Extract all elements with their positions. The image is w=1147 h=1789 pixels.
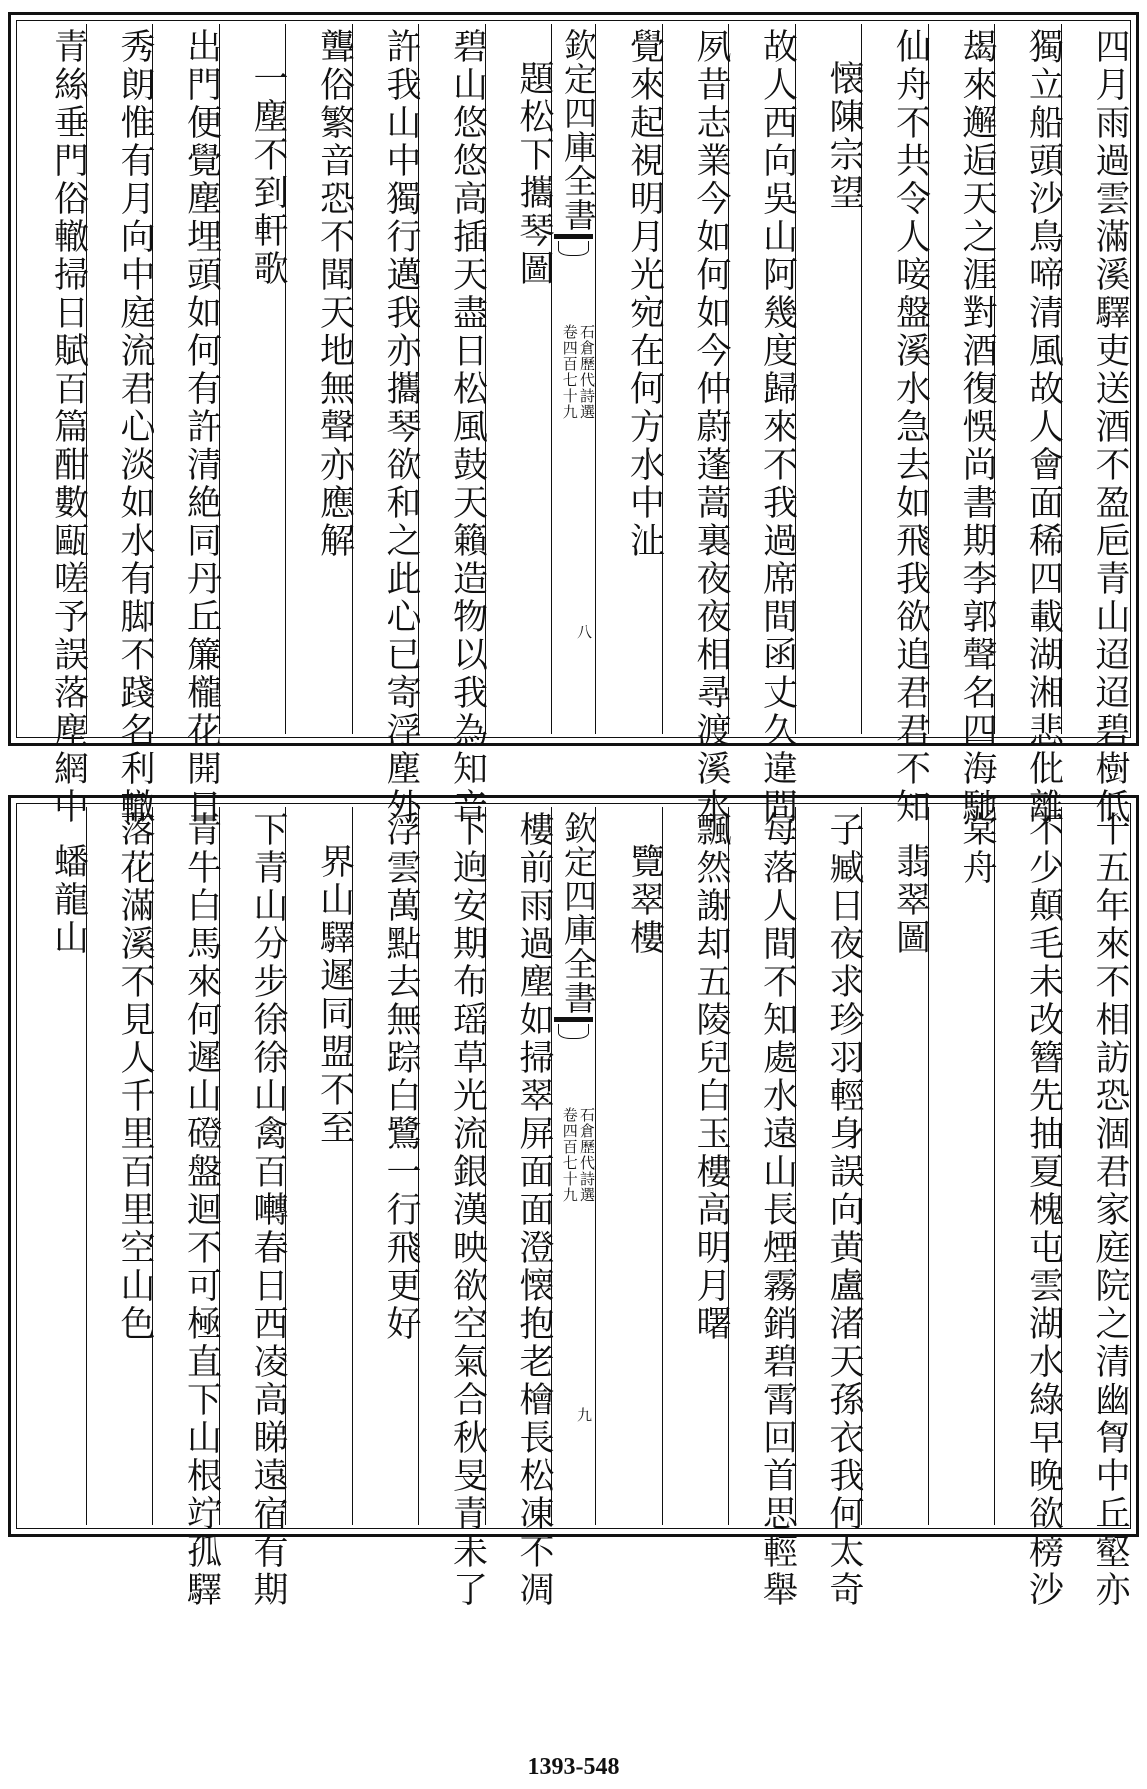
- text-column: [418, 807, 488, 1609]
- poem-title-column: [219, 24, 286, 734]
- poem-title-column: [485, 24, 552, 734]
- source-info: [552, 324, 595, 420]
- poem-line: 許我山中獨行邁我亦攜琴欲和之此心已寄浮塵外: [381, 28, 421, 826]
- text-column: [662, 807, 729, 1525]
- poem-line: 獨立船頭沙鳥啼清風故人會面稀四載湖湘悲仳離: [1023, 28, 1064, 826]
- source-info: [552, 1107, 595, 1203]
- page-top: [8, 12, 1139, 826]
- poem-line: 朅來邂逅天之涯對酒復悞尚書期李郭聲名四海馳: [957, 28, 997, 826]
- poem-line: 碧山悠悠高插天盡日松風鼓天籟造物以我為知音: [447, 28, 488, 826]
- text-column: [152, 807, 222, 1609]
- center-margin: [551, 807, 598, 1525]
- source-volume: 卷四百七十九: [560, 1107, 579, 1203]
- text-column: [418, 24, 488, 826]
- poem-line: 青牛白馬來何遲山磴盤迴不可極直下山根竚孤驛: [181, 811, 222, 1609]
- poem-line: 秀朗惟有月向中庭流君心淡如水有脚不踐名利轍: [115, 28, 155, 826]
- text-column: [994, 24, 1064, 826]
- poem-title: 蟠龍山: [48, 843, 89, 957]
- poem-line: 夙昔志業今如何如今仲蔚蓬蒿裏夜夜相尋渡溪水: [691, 28, 731, 826]
- poem-line: 仙舟不共令人唼盤溪水急去如飛我欲追君君不知: [890, 28, 931, 826]
- text-column: [928, 807, 995, 1525]
- poem-title: 題松下攜琴圖: [514, 60, 554, 288]
- text-column: [662, 24, 731, 826]
- text-column: [219, 807, 288, 1609]
- poem-line: 十五年來不相訪恐涸君家庭院之清幽胷中丘壑亦: [1090, 811, 1130, 1609]
- text-column: [352, 807, 419, 1525]
- text-column: [861, 24, 931, 826]
- text-column: [728, 807, 798, 1609]
- leaf-number: 八: [575, 624, 593, 639]
- poem-title: 翡翠圖: [890, 843, 931, 957]
- text-column: [1061, 24, 1130, 826]
- text-column: [728, 24, 798, 826]
- book-title: 欽定四庫全書: [559, 811, 598, 1015]
- text-column: [86, 24, 155, 826]
- poem-title-column: [20, 807, 89, 1525]
- text-column: [86, 807, 153, 1525]
- poem-line: 四月雨過雲滿溪驛吏送酒不盈巵青山迢迢碧樹低: [1090, 28, 1130, 826]
- poem-line: 聾俗繁音恐不聞天地無聲亦應解: [314, 28, 355, 560]
- poem-title: 懐陳宗望: [824, 60, 864, 212]
- page-bottom: [8, 795, 1139, 1609]
- poem-line: 每落人間不知處水遠山長煙霧銷碧霄回首思輕舉: [757, 811, 798, 1609]
- source-volume: 卷四百七十九: [560, 324, 579, 420]
- poem-title: 覽翠樓: [624, 843, 665, 957]
- columns-top: [20, 24, 1130, 826]
- text-column: [20, 24, 89, 826]
- source-title: 石倉歷代詩選: [578, 1107, 596, 1203]
- poem-title: 一塵不到軒歌: [248, 60, 288, 288]
- center-margin: [551, 24, 598, 734]
- poem-title: 界山驛遲同盟不至: [314, 843, 355, 1147]
- fishtail-mark: [554, 1017, 593, 1048]
- poem-line: 浮雲萬點去無踪白鷺一行飛更好: [381, 811, 421, 1343]
- poem-line: 出門便覺塵埋頭如何有許清絶同丹丘簾櫳花開日: [181, 28, 222, 826]
- poem-line: 棠舟: [957, 811, 997, 887]
- text-column: [1061, 807, 1130, 1609]
- fishtail-mark: [554, 234, 593, 265]
- poem-title-column: [595, 807, 665, 1525]
- poem-line: 落花滿溪不見人千里百里空山色: [115, 811, 155, 1343]
- text-column: [152, 24, 222, 826]
- poem-line: 不少顛毛未改簪先抽夏槐屯雲湖水綠早晚欲榜沙: [1023, 811, 1064, 1609]
- poem-line: 青絲垂門俗轍掃日賦百篇酣數甌嗟予誤落塵網中: [48, 28, 89, 826]
- text-column: [928, 24, 997, 826]
- columns-bottom: [20, 807, 1130, 1609]
- poem-line: 下逈安期布瑶草光流銀漢映欲空氣合秋旻青未了: [447, 811, 488, 1609]
- text-column: [795, 807, 864, 1609]
- leaf-number: 九: [575, 1407, 593, 1422]
- poem-line: 故人西向吳山阿幾度歸來不我過席間函丈久違問: [757, 28, 798, 826]
- poem-title-column: [285, 807, 355, 1525]
- poem-line: 覺來起視明月光宛在何方水中沚: [624, 28, 665, 560]
- book-title: 欽定四庫全書: [559, 28, 598, 232]
- footer-page-number: 1393-548: [527, 1754, 620, 1780]
- poem-title-column: [861, 807, 931, 1525]
- text-column: [285, 24, 355, 734]
- text-column: [485, 807, 554, 1609]
- text-column: [595, 24, 665, 734]
- poem-line: 飄然謝却五陵兒白玉樓高明月曙: [691, 811, 731, 1343]
- poem-title-column: [795, 24, 862, 734]
- poem-line: 樓前雨過塵如掃翠屏面面澄懐抱老檜長松凍不凋: [514, 811, 554, 1609]
- source-title: 石倉歷代詩選: [578, 324, 596, 420]
- poem-line: 下青山分步徐徐山禽百囀春日西凌高睇遠宿有期: [248, 811, 288, 1609]
- text-column: [352, 24, 421, 826]
- text-column: [994, 807, 1064, 1609]
- poem-line: 子臧日夜求珍羽輕身誤向黄盧渚天孫衣我何太奇: [824, 811, 864, 1609]
